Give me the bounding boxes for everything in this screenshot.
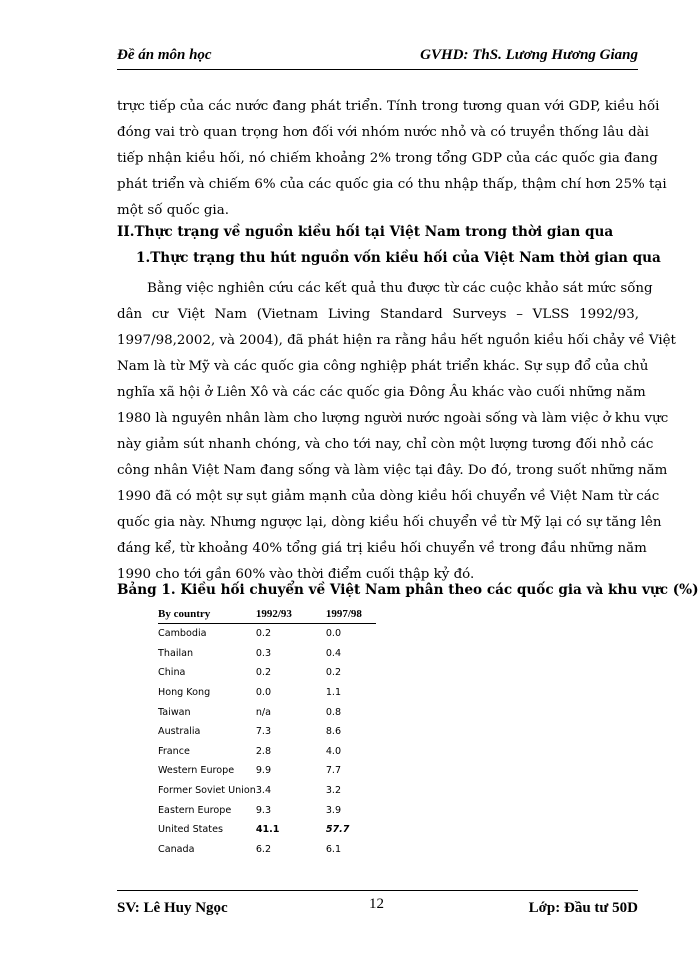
value-cell: 9.9 [255,765,272,777]
table-row [158,800,376,820]
header-supervisor: GVHD: ThS. Lương Hương Giang [420,47,638,63]
table-row [158,663,376,683]
table-row [158,702,376,722]
column-header-1997-98: 1997/98 [326,606,376,624]
remittance-table [158,606,376,859]
value-cell: 9.3 [255,804,272,816]
paragraph-intro [117,94,667,224]
country-cell: Western Europe [158,765,235,777]
subsection-heading: 1.Thực trạng thu hút nguồn vốn kiều hối của Việt Nam thời gian qua [136,250,661,266]
country-cell: Eastern Europe [158,804,232,816]
footer-student: SV: Lê Huy Ngọc [117,900,228,916]
text-line: nghĩa xã hội ở Liên Xô và các các quốc gia Đông Âu khác vào cuối những năm [117,385,646,400]
country-cell: China [158,667,186,679]
header-course-title: Đề án môn học [117,47,212,63]
text-line: đáng kể, từ khoảng 40% tổng giá trị kiều hối chuyển về trong đầu những năm [117,541,647,556]
text-line: quốc gia này. Nhưng ngược lại, dòng kiều hối chuyển về từ Mỹ lại có sự tăng lên [117,515,662,530]
text-line: 1980 là nguyên nhân làm cho lượng người nước ngoài sống và làm việc ở khu vực [117,411,669,426]
text-line: trực tiếp của các nước đang phát triển. Tính trong tương quan với GDP, kiều hối [117,99,660,114]
table-row [158,683,376,703]
table-row [158,722,376,742]
table-row [158,840,376,860]
section-heading: II.Thực trạng về nguồn kiều hối tại Việt Nam trong thời gian qua [117,224,614,240]
country-cell: Thailan [158,647,194,659]
page-number: 12 [369,896,384,912]
text-line: 1990 cho tới gần 60% vào thời điểm cuối thập kỷ đó. [117,567,475,582]
value-cell: 7.7 [325,765,342,777]
value-cell: 0.4 [325,647,342,659]
country-cell: France [158,745,190,757]
value-cell: 3.2 [325,785,342,797]
country-cell: United States [158,824,223,836]
table-row-highlight [158,820,376,840]
text-line: Nam là từ Mỹ và các quốc gia công nghiệp phát triển khác. Sự sụp đổ của chủ [117,359,649,374]
value-cell: 6.1 [325,843,342,855]
value-cell: 7.3 [255,726,272,738]
text-line: đóng vai trò quan trọng hơn đối với nhóm nước nhỏ và có truyền thống lâu dài [117,125,649,140]
country-cell: Australia [158,726,201,738]
text-line: một số quốc gia. [117,203,229,218]
value-cell: 0.2 [325,667,342,679]
value-cell: 3.9 [325,804,342,816]
text-line: phát triển và chiếm 6% của các quốc gia có thu nhập thấp, thậm chí hơn 25% tại [117,177,667,192]
value-cell: 0.2 [255,667,272,679]
value-cell: 0.3 [255,647,272,659]
country-cell: Canada [158,843,195,855]
text-line: dân cư Việt Nam (Vietnam Living Standard Surveys – VLSS 1992/93, [117,307,639,322]
value-cell: 57.7 [325,824,350,836]
text-line: tiếp nhận kiều hối, nó chiếm khoảng 2% trong tổng GDP của các quốc gia đang [117,151,658,166]
paragraph-analysis [117,276,676,588]
table-row [158,761,376,781]
footer-divider [117,890,638,891]
country-cell: Taiwan [158,706,191,718]
text-line: Bằng việc nghiên cứu các kết quả thu được từ các cuộc khảo sát mức sống [147,281,653,296]
value-cell: 4.0 [325,745,342,757]
value-cell: 41.1 [255,824,280,836]
value-cell: 2.8 [255,745,272,757]
text-line: 1997/98,2002, và 2004), đã phát hiện ra rằng hầu hết nguồn kiều hối chảy về Việt [117,333,676,348]
table-row [158,781,376,801]
value-cell: 0.2 [255,628,272,640]
value-cell: 3.4 [255,785,272,797]
page-footer [117,896,638,916]
column-header-country: By country [158,606,256,624]
table-caption: Bảng 1. Kiều hối chuyển về Việt Nam phân theo các quốc gia và khu vực (%) [117,582,699,598]
value-cell: 1.1 [325,687,342,699]
text-line: 1990 đã có một sự sụt giảm mạnh của dòng kiều hối chuyển về Việt Nam từ các [117,489,660,504]
value-cell: 8.6 [325,726,342,738]
footer-class: Lớp: Đầu tư 50D [528,900,638,916]
text-line: này giảm sút nhanh chóng, và cho tới nay, chỉ còn một lượng tương đối nhỏ các [117,437,654,452]
value-cell: 0.0 [325,628,342,640]
country-cell: Hong Kong [158,687,211,699]
country-cell: Former Soviet Union [158,785,256,797]
column-header-1992-93: 1992/93 [256,606,326,624]
table-row [158,624,376,644]
country-cell: Cambodia [158,628,207,640]
value-cell: 0.0 [255,687,272,699]
page-header [117,47,638,67]
table-row [158,742,376,762]
header-divider [117,69,638,70]
value-cell: 0.8 [325,706,342,718]
value-cell: 6.2 [255,843,272,855]
value-cell: n/a [255,706,272,718]
text-line: công nhân Việt Nam đang sống và làm việc tại đây. Do đó, trong suốt những năm [117,463,668,478]
table-row [158,644,376,664]
table-header-row [158,606,376,624]
